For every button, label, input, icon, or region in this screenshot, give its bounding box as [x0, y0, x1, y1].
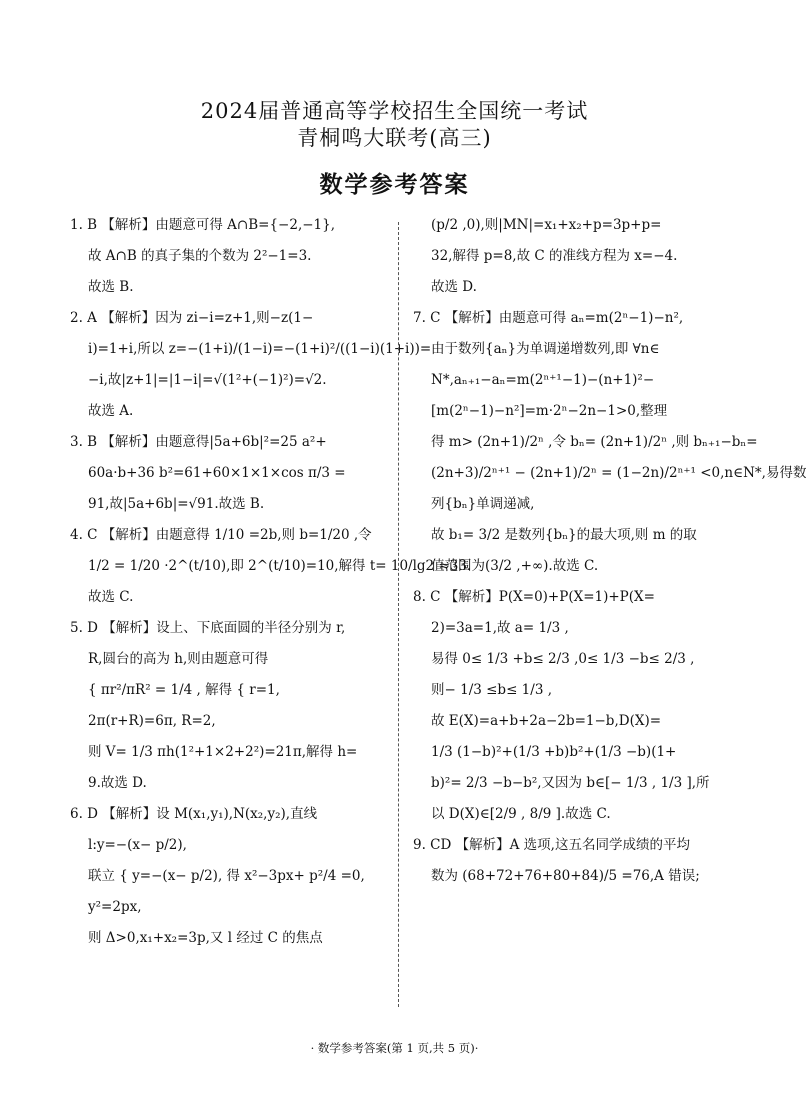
answer-line: 5. D 【解析】设上、下底面圆的半径分别为 r, [70, 620, 346, 636]
answer-line: 故选 D. [431, 279, 477, 295]
answer-line: 由于数列{aₙ}为单调递增数列,即 ∀n∈ [431, 341, 660, 357]
answer-line: 91,故|5a+6b|=√91.故选 B. [88, 496, 265, 512]
answer-item [70, 427, 388, 520]
answer-line: 值范围为(3/2 ,+∞).故选 C. [431, 558, 599, 574]
answer-line: 7. C 【解析】由题意可得 aₙ=m(2ⁿ−1)−n², [413, 310, 684, 326]
answer-item [413, 210, 733, 303]
answer-line: 3. B 【解析】由题意得|5a+6b|²=25 a²+ [70, 434, 327, 450]
answer-line: 故选 C. [88, 589, 134, 605]
document-title: 数学参考答案 [319, 172, 470, 198]
answer-line: 故选 B. [88, 279, 134, 295]
answer-line: 故 b₁= 3/2 是数列{bₙ}的最大项,则 m 的取 [431, 527, 697, 543]
answer-line: 6. D 【解析】设 M(x₁,y₁),N(x₂,y₂),直线 [70, 806, 318, 822]
answer-item [413, 582, 733, 830]
answer-line: 列{bₙ}单调递减, [431, 496, 535, 512]
answer-line: 2π(r+R)=6π, R=2, [88, 713, 216, 729]
right-column [413, 210, 806, 892]
answer-line: 以 D(X)∈[2/9 , 8/9 ].故选 C. [431, 806, 611, 822]
answer-line: 则− 1/3 ≤b≤ 1/3 , [431, 682, 552, 698]
answer-line: 则 Δ>0,x₁+x₂=3p,又 l 经过 C 的焦点 [88, 930, 323, 946]
answer-line: R,圆台的高为 h,则由题意可得 [88, 651, 269, 667]
answer-line: 9. CD 【解析】A 选项,这五名同学成绩的平均 [413, 837, 690, 853]
answer-line: 易得 0≤ 1/3 +b≤ 2/3 ,0≤ 1/3 −b≤ 2/3 , [431, 651, 695, 667]
answer-line: { πr²/πR² = 1/4 , 解得 { r=1, [88, 682, 280, 698]
answer-item [70, 799, 388, 954]
exam-title: 2024届普通高等学校招生全国统一考试 [200, 99, 589, 123]
answer-line: 联立 { y=−(x− p/2), 得 x²−3px+ p²/4 =0, [88, 868, 365, 884]
answer-line: 2. A 【解析】因为 zi−i=z+1,则−z(1− [70, 310, 314, 326]
answer-line: 1/3 (1−b)²+(1/3 +b)b²+(1/3 −b)(1+ [431, 744, 677, 760]
page-header [0, 98, 789, 199]
answer-line: (p/2 ,0),则|MN|=x₁+x₂+p=3p+p= [431, 217, 662, 233]
answer-line: (2n+3)/2ⁿ⁺¹ − (2n+1)/2ⁿ = (1−2n)/2ⁿ⁺¹ <0,n∈N*,易得数 [431, 465, 806, 481]
answer-line: 60a·b+36 b²=61+60×1×1×cos π/3 = [88, 465, 346, 481]
answer-line: −i,故|z+1|=|1−i|=√(1²+(−1)²)=√2. [88, 372, 327, 388]
answer-item [413, 830, 733, 892]
answer-line: 1/2 = 1/20 ·2^(t/10),即 2^(t/10)=10,解得 t= 10/lg2 ≈33. [88, 558, 472, 574]
answer-item [70, 613, 388, 799]
exam-subtitle: 青桐鸣大联考(高三) [297, 126, 492, 150]
answer-line: 1. B 【解析】由题意可得 A∩B={−2,−1}, [70, 217, 336, 233]
answer-item [70, 303, 432, 427]
answer-line: 数为 (68+72+76+80+84)/5 =76,A 错误; [431, 868, 700, 884]
column-divider [398, 222, 399, 1007]
page-footer: · 数学参考答案(第 1 页,共 5 页)· [310, 1041, 479, 1055]
answer-line: b)²= 2/3 −b−b²,又因为 b∈[− 1/3 , 1/3 ],所 [431, 775, 710, 791]
answer-line: N*,aₙ₊₁−aₙ=m(2ⁿ⁺¹−1)−(n+1)²− [431, 372, 655, 388]
answer-line: 故 A∩B 的真子集的个数为 2²−1=3. [88, 248, 312, 264]
answer-line: 2)=3a=1,故 a= 1/3 , [431, 620, 569, 636]
answer-item [70, 520, 472, 613]
answer-item [413, 303, 806, 582]
answer-line: 得 m> (2n+1)/2ⁿ ,令 bₙ= (2n+1)/2ⁿ ,则 bₙ₊₁−bₙ= [431, 434, 758, 450]
answer-line: l:y=−(x− p/2), [88, 837, 187, 853]
answer-line: 8. C 【解析】P(X=0)+P(X=1)+P(X= [413, 589, 655, 605]
left-column [70, 210, 472, 954]
answer-line: 故 E(X)=a+b+2a−2b=1−b,D(X)= [431, 713, 662, 729]
answer-line: [m(2ⁿ−1)−n²]=m·2ⁿ−2n−1>0,整理 [431, 403, 668, 419]
answer-line: 4. C 【解析】由题意得 1/10 =2b,则 b=1/20 ,令 [70, 527, 372, 543]
answer-line: y²=2px, [88, 899, 142, 915]
answer-line: 32,解得 p=8,故 C 的准线方程为 x=−4. [431, 248, 678, 264]
answer-line: 则 V= 1/3 πh(1²+1×2+2²)=21π,解得 h= [88, 744, 358, 760]
answer-line: i)=1+i,所以 z=−(1+i)/(1−i)=−(1+i)²/((1−i)(1+i))= [88, 341, 432, 357]
answer-item [70, 210, 388, 303]
answer-line: 故选 A. [88, 403, 134, 419]
answer-line: 9.故选 D. [88, 775, 147, 791]
